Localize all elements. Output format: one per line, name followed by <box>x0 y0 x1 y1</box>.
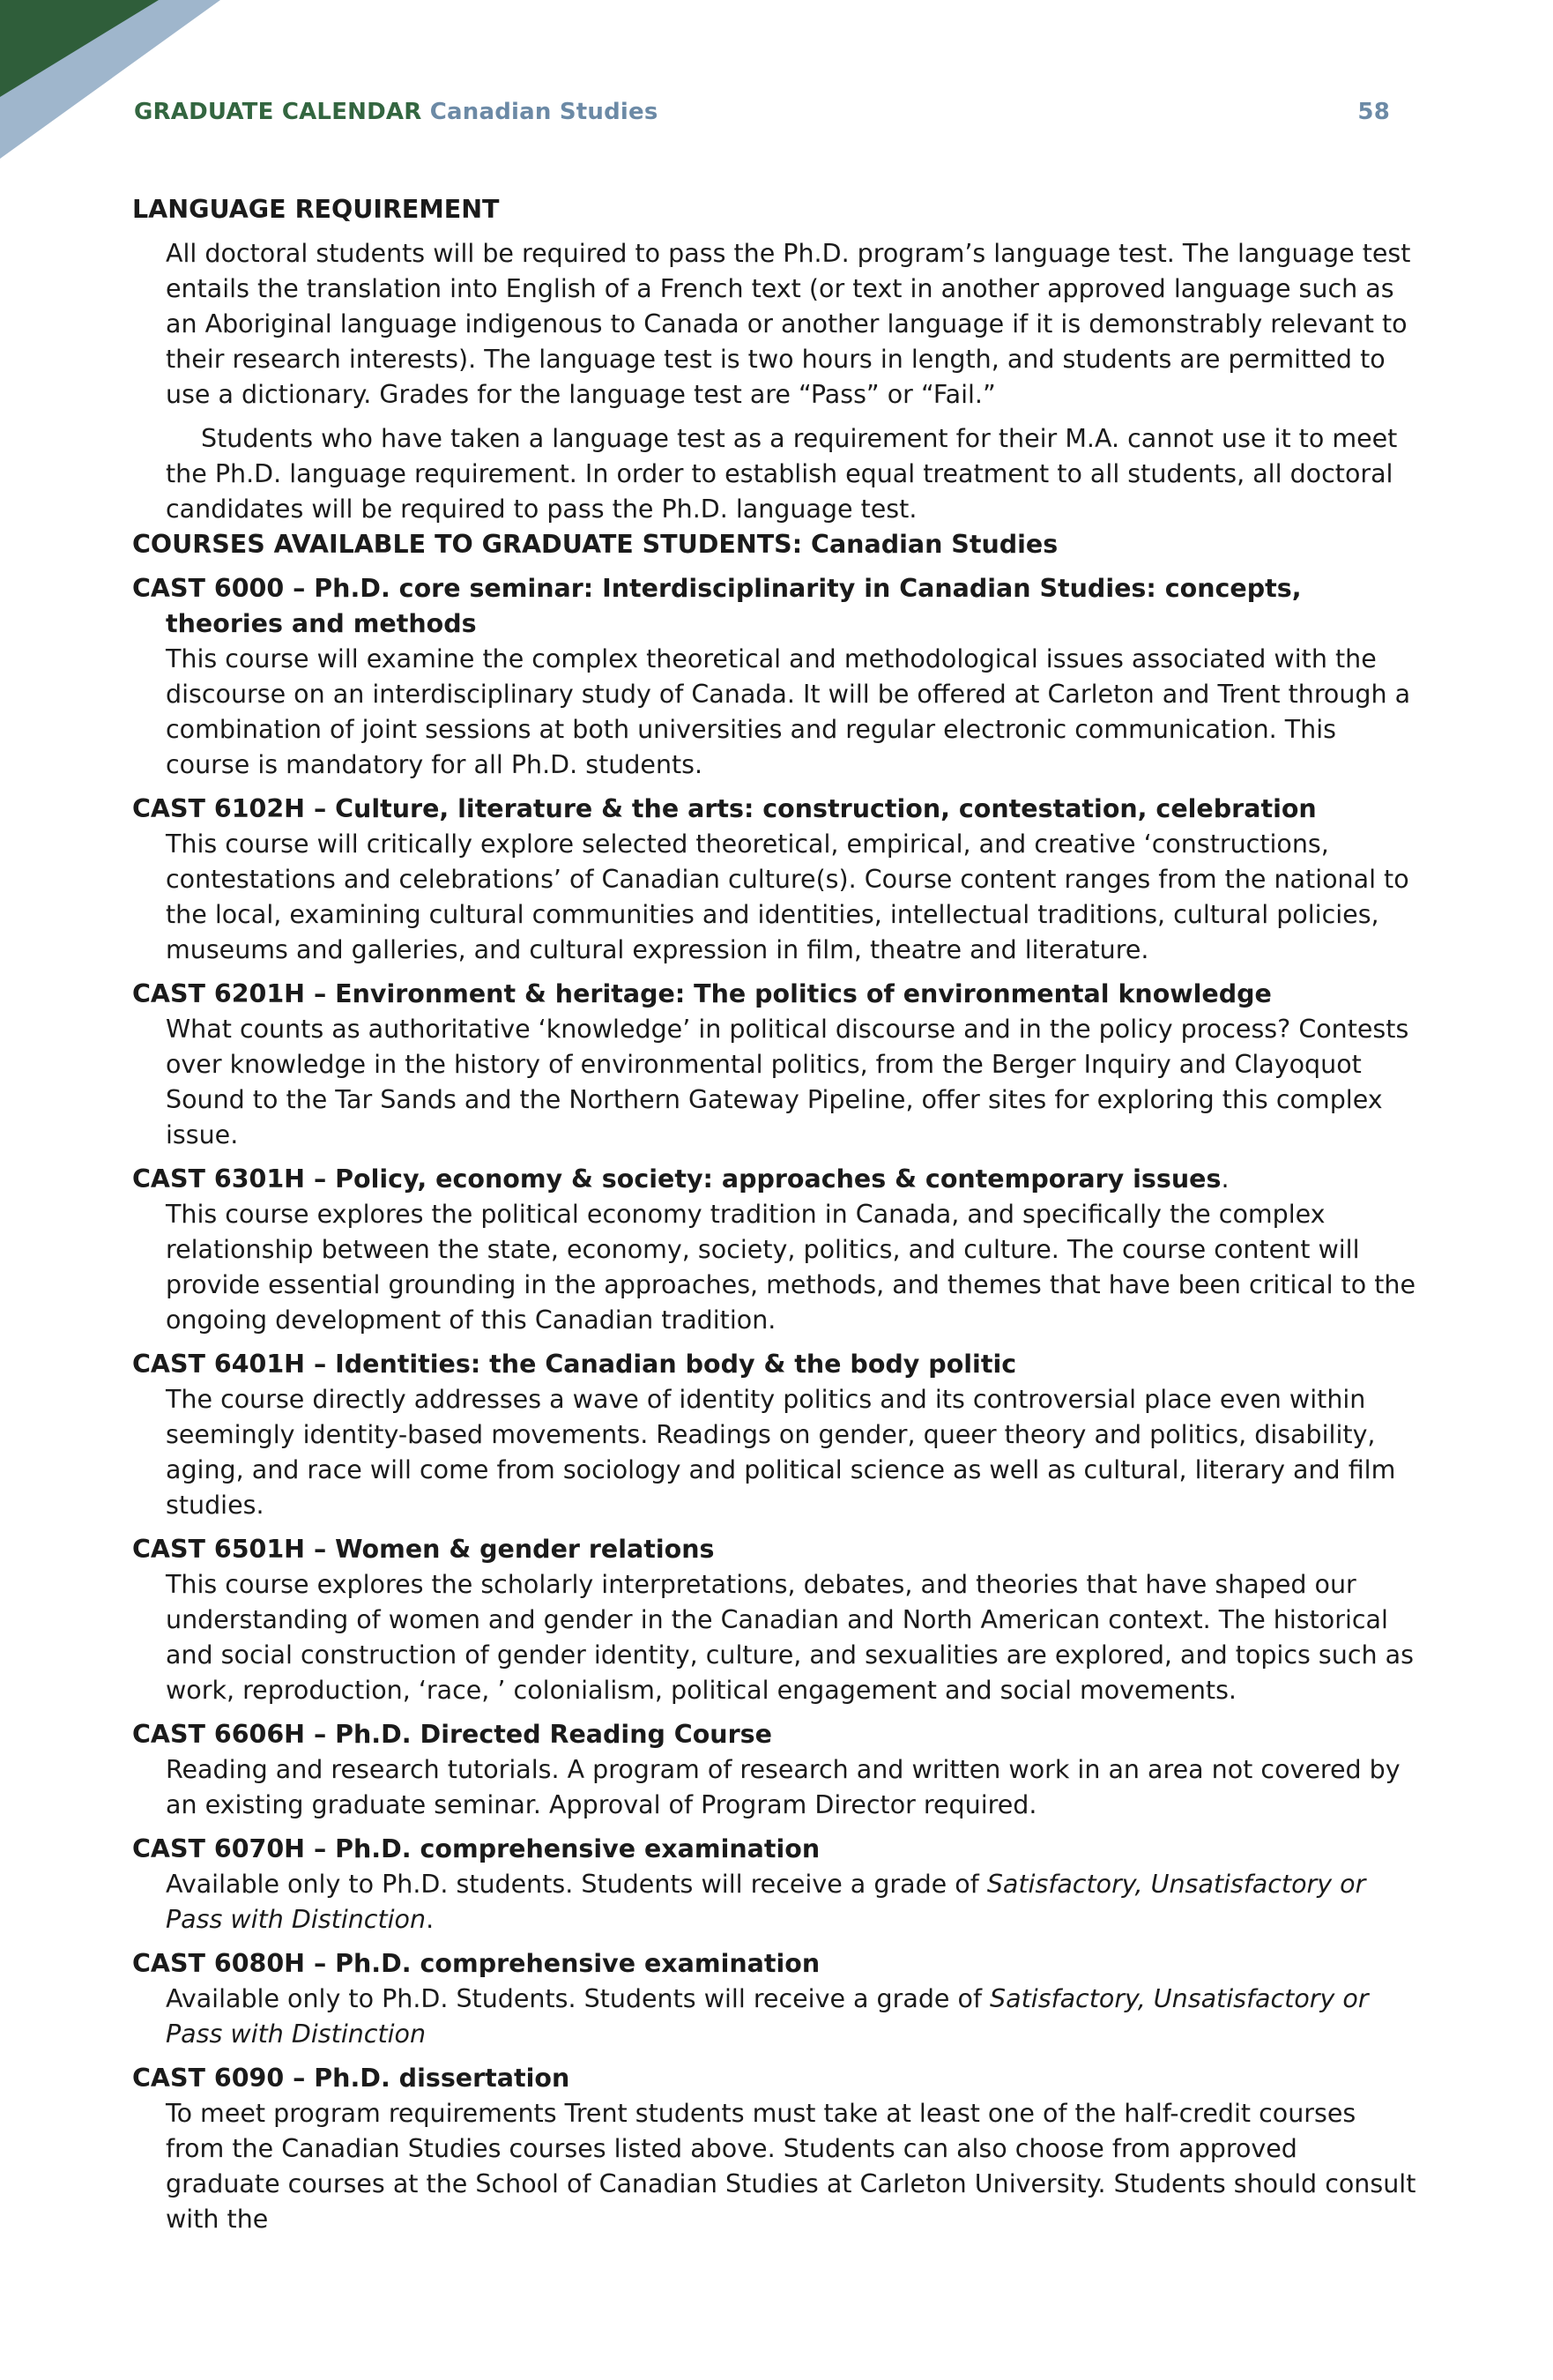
language-paragraph-2: Students who have taken a language test as a requirement for their M.A. cannot use it to meet the Ph.D. language requirement. In order to establish equal treatment to all students, all doctoral candidates will be required to pass the Ph.D. language test. <box>166 424 1398 524</box>
course-description-grade-options: Satisfactory, Unsatisfactory or Pass with Distinction <box>166 1984 1369 2049</box>
corner-decoration <box>0 0 264 159</box>
course-title-text: CAST 6090 – Ph.D. dissertation <box>132 2064 570 2093</box>
course-title <box>132 977 1419 1012</box>
course-description-text: Available only to Ph.D. Students. Students will receive a grade of <box>166 1984 991 2013</box>
course-title-text: CAST 6201H – Environment & heritage: The politics of environmental knowledge <box>132 979 1272 1008</box>
course-description <box>166 2096 1419 2237</box>
course-description-end: . <box>426 1905 435 1934</box>
language-heading: LANGUAGE REQUIREMENT <box>132 195 500 224</box>
course-description <box>166 1982 1419 2052</box>
course-description-text: This course will examine the complex theoretical and methodological issues associated with the discourse on an interdisciplinary study of Canada. It will be offered at Carleton and Trent through a combination of joint sessions at both universities and regular electronic communication. This course is mandatory for all Ph.D. students. <box>166 644 1411 779</box>
page-content <box>132 192 1419 2237</box>
course-title <box>132 1532 1419 1567</box>
course-description-grade-options: Satisfactory, Unsatisfactory or Pass with Distinction <box>166 1870 1366 1934</box>
course-entry <box>132 1347 1419 1523</box>
course-description-text: This course will critically explore selected theoretical, empirical, and creative ‘constructions, contestations and celebrations’ of Canadian culture(s). Course content ranges from the national to the local, examining cultural communities and identities, intellectual traditions, cultural policies, museums and galleries, and cultural expression in film, theatre and literature. <box>166 829 1409 964</box>
course-title-text: CAST 6606H – Ph.D. Directed Reading Course <box>132 1720 772 1749</box>
course-title-text: CAST 6102H – Culture, literature & the arts: construction, contestation, celebration <box>132 794 1317 823</box>
section-label: Canadian Studies <box>429 99 658 125</box>
course-entry <box>132 1832 1419 1937</box>
course-title <box>132 1347 1419 1382</box>
course-entry <box>132 977 1419 1153</box>
course-title <box>132 1717 1419 1752</box>
course-title <box>132 1832 1419 1867</box>
course-title <box>132 2061 1419 2096</box>
course-entry <box>132 1532 1419 1708</box>
course-description-text: Reading and research tutorials. A program of research and written work in an area not covered by an existing graduate seminar. Approval of Program Director required. <box>166 1755 1401 1819</box>
course-entry <box>132 571 1419 783</box>
course-description-text: Available only to Ph.D. students. Students will receive a grade of <box>166 1870 987 1899</box>
course-description-text: What counts as authoritative ‘knowledge’ in political discourse and in the policy process? Contests over knowledge in the history of environmental politics, from the Berger Inquiry and Clayoquot Sound to the Tar Sands and the Northern Gateway Pipeline, offer sites for exploring this complex issue. <box>166 1015 1409 1149</box>
page-header <box>134 99 1390 134</box>
course-title <box>132 792 1419 827</box>
page-number: 58 <box>1357 99 1390 125</box>
course-description <box>166 1012 1419 1153</box>
calendar-label: GRADUATE CALENDAR <box>134 99 422 125</box>
course-description <box>166 1867 1419 1937</box>
course-title-text: CAST 6301H – Policy, economy & society: approaches & contemporary issues <box>132 1164 1222 1194</box>
course-title-suffix: . <box>1221 1164 1230 1194</box>
course-description-text: This course explores the scholarly interpretations, debates, and theories that have shaped our understanding of women and gender in the Canadian and North American context. The historical and social construction of gender identity, culture, and sexualities are explored, and topics such as work, reproduction, ‘race, ’ colonialism, political engagement and social movements. <box>166 1570 1414 1705</box>
course-entry <box>132 1717 1419 1823</box>
course-title-text: CAST 6070H – Ph.D. comprehensive examination <box>132 1834 821 1863</box>
course-description <box>166 1567 1419 1708</box>
course-entry <box>132 1946 1419 2052</box>
course-title <box>132 1162 1419 1197</box>
course-description <box>166 642 1419 783</box>
course-title-text: CAST 6401H – Identities: the Canadian body & the body politic <box>132 1350 1017 1379</box>
course-title <box>132 571 1419 642</box>
courses-heading: COURSES AVAILABLE TO GRADUATE STUDENTS: Canadian Studies <box>132 530 1059 559</box>
course-description-text: This course explores the political economy tradition in Canada, and specifically the complex relationship between the state, economy, society, politics, and culture. The course content will provide essential grounding in the approaches, methods, and themes that have been critical to the ongoing development of this Canadian tradition. <box>166 1200 1416 1335</box>
course-description <box>166 1382 1419 1523</box>
course-description-text: To meet program requirements Trent students must take at least one of the half-credit courses from the Canadian Studies courses listed above. Students can also choose from approved graduate courses at the School of Canadian Studies at Carleton University. Students should consult with the <box>166 2099 1416 2234</box>
course-description-text: The course directly addresses a wave of identity politics and its controversial place even within seemingly identity-based movements. Readings on gender, queer theory and politics, disability, aging, and race will come from sociology and political science as well as cultural, literary and film studies. <box>166 1385 1396 1520</box>
course-title <box>132 1946 1419 1982</box>
course-title-text: CAST 6080H – Ph.D. comprehensive examination <box>132 1949 821 1978</box>
course-entry <box>132 792 1419 968</box>
course-description <box>166 827 1419 968</box>
course-list <box>132 571 1419 2237</box>
language-paragraph-1: All doctoral students will be required to pass the Ph.D. program’s language test. The language test entails the translation into English of a French text (or text in another approved language such as an Aboriginal language indigenous to Canada or another language if it is demonstrably relevant to their research interests). The language test is two hours in length, and students are permitted to use a dictionary. Grades for the language test are “Pass” or “Fail.” <box>166 239 1411 409</box>
course-description <box>166 1197 1419 1338</box>
course-title-text: CAST 6501H – Women & gender relations <box>132 1535 715 1564</box>
course-title-text: CAST 6000 – Ph.D. core seminar: Interdisciplinarity in Canadian Studies: concepts, theories and methods <box>132 574 1302 638</box>
course-entry <box>132 2061 1419 2237</box>
course-entry <box>132 1162 1419 1338</box>
course-description <box>166 1752 1419 1823</box>
